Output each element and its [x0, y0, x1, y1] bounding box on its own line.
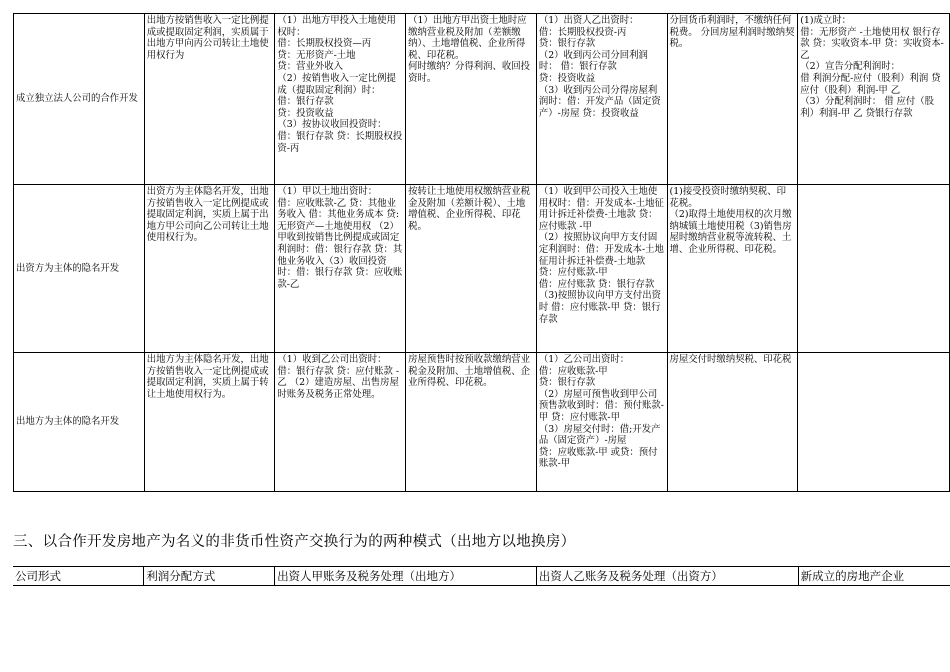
party-a-tax-cell: 房屋预售时按预收款缴纳营业税金及附加、土地增值税、企业所得税、印花税。	[406, 353, 537, 492]
profit-method-cell: 出地方为主体隐名开发，出地方按销售收入一定比例提成或提取固定利润，实质上属于转让土地使用权行为。	[144, 353, 275, 492]
new-company-cell: (1)成立时： 借：无形资产 -土地使用权 银行存款 贷：实收资本-甲 贷：实收资本-乙 （2）宣告分配利润时： 借 利润分配-应付（股利）利润 贷 应付（股利）利润-甲 乙 （3）分配利润时： 借 应付（股利）利润-甲 乙 贷银行存款	[798, 14, 950, 185]
exchange-mode-header-table	[13, 566, 950, 586]
header-party-b: 出资人乙账务及税务处理（出资方）	[536, 567, 798, 586]
party-b-accounting-cell: （1）收到甲公司投入土地使用权时：借：开发成本-土地征用计拆迁补偿费-土地款 贷：应付账款 -甲 （2）按照协议向甲方支付固定利润时：借：开发成本-土地征用计拆迁补偿费-土地款 贷：应付账款-甲 借：应付账款 贷：银行存款 （3)按照协议向甲方支付出资时 借：应付账款-甲 贷：银行存款	[536, 185, 667, 353]
party-b-accounting-cell: （1）出资人乙出资时： 借：长期股权投资-丙 贷：银行存款 （2）收到丙公司分回利润时： 借：银行存款 贷：投资收益 （3）收到丙公司分得房屋利润时：借：开发产品（固定资产）-房屋 贷：投资收益	[536, 14, 667, 185]
cooperation-development-table	[13, 13, 950, 492]
party-a-tax-cell: （1）出地方甲出资土地时应缴纳营业税及附加（差额缴纳）、土地增值税、企业所得税、印花税。 何时缴纳？分得利润、收回投资时。	[406, 14, 537, 185]
party-a-accounting-cell: （1）甲以土地出资时： 借：应收账款-乙 贷：其他业务收入 借：其他业务成本 贷:无形资产—土地使用权 （2）甲收到按销售比例提成或固定利润时：借：银行存款 贷：其他业务收入（3）收回投资时：借：银行存款 贷：应收账款-乙	[275, 185, 406, 353]
row-label: 出资方为主体的隐名开发	[14, 185, 145, 353]
party-b-tax-cell: (1)接受投资时缴纳契税、印花税。 （2)取得土地使用权的次月缴纳城镇土地使用税（3)销售房屋时缴纳营业税等流转税、土增、企业所得税、印花税。	[667, 185, 798, 353]
new-company-cell	[798, 353, 950, 492]
row-label: 成立独立法人公司的合作开发	[14, 14, 145, 185]
header-company-form: 公司形式	[13, 567, 144, 586]
section-title: 三、以合作开发房地产为名义的非货币性资产交换行为的两种模式（出地方以地换房）	[13, 534, 576, 550]
party-b-accounting-cell: （1）乙公司出资时： 借：应收账款-甲 贷：银行存款 （2）房屋可预售收到甲公司预售款收到时：借：预付账款-甲 贷：应付账款-甲 （3）房屋交付时：借;开发产品（固定资产）-房屋 贷：应收账款-甲 或贷：预付账款-甲	[536, 353, 667, 492]
row-label: 出地方为主体的隐名开发	[14, 353, 145, 492]
party-a-accounting-cell: （1）出地方甲投入土地使用权时： 借：长期股权投资—丙 贷：无形资产-土地 贷：营业外收入 （2）按销售收入一定比例提成（提取固定利润）时： 借：银行存款 贷：投资收益 （3）按协议收回投资时： 借：银行存款 贷：长期股权投资-丙	[275, 14, 406, 185]
profit-method-cell: 出资方为主体隐名开发，出地方按销售收入一定比例提成或提取固定利润，实质上属于出地方甲公司向乙公司转让土地使用权行为。	[144, 185, 275, 353]
party-b-tax-cell: 分回货币利润时，不缴纳任何税费。 分回房屋利润时缴纳契税。	[667, 14, 798, 185]
header-profit-method: 利润分配方式	[144, 567, 275, 586]
table-row	[14, 14, 950, 185]
party-a-tax-cell: 按转让土地使用权缴纳营业税金及附加（差额计税）、土地增值税、企业所得税、印花税。	[406, 185, 537, 353]
profit-method-cell: 出地方按销售收入一定比例提成或提取固定利润，实质属于出地方甲向丙公司转让土地使用权行为	[144, 14, 275, 185]
party-b-tax-cell: 房屋交付时缴纳契税、印花税	[667, 353, 798, 492]
new-company-cell	[798, 185, 950, 353]
table-row	[14, 185, 950, 353]
header-new-company: 新成立的房地产企业	[798, 567, 950, 586]
party-a-accounting-cell: （1）收到乙公司出资时：借：银行存款 贷：应付账款 -乙 （2）建造房屋、出售房屋时账务及税务正常处理。	[275, 353, 406, 492]
header-row	[13, 567, 950, 586]
header-party-a: 出资人甲账务及税务处理（出地方）	[275, 567, 537, 586]
table-row	[14, 353, 950, 492]
